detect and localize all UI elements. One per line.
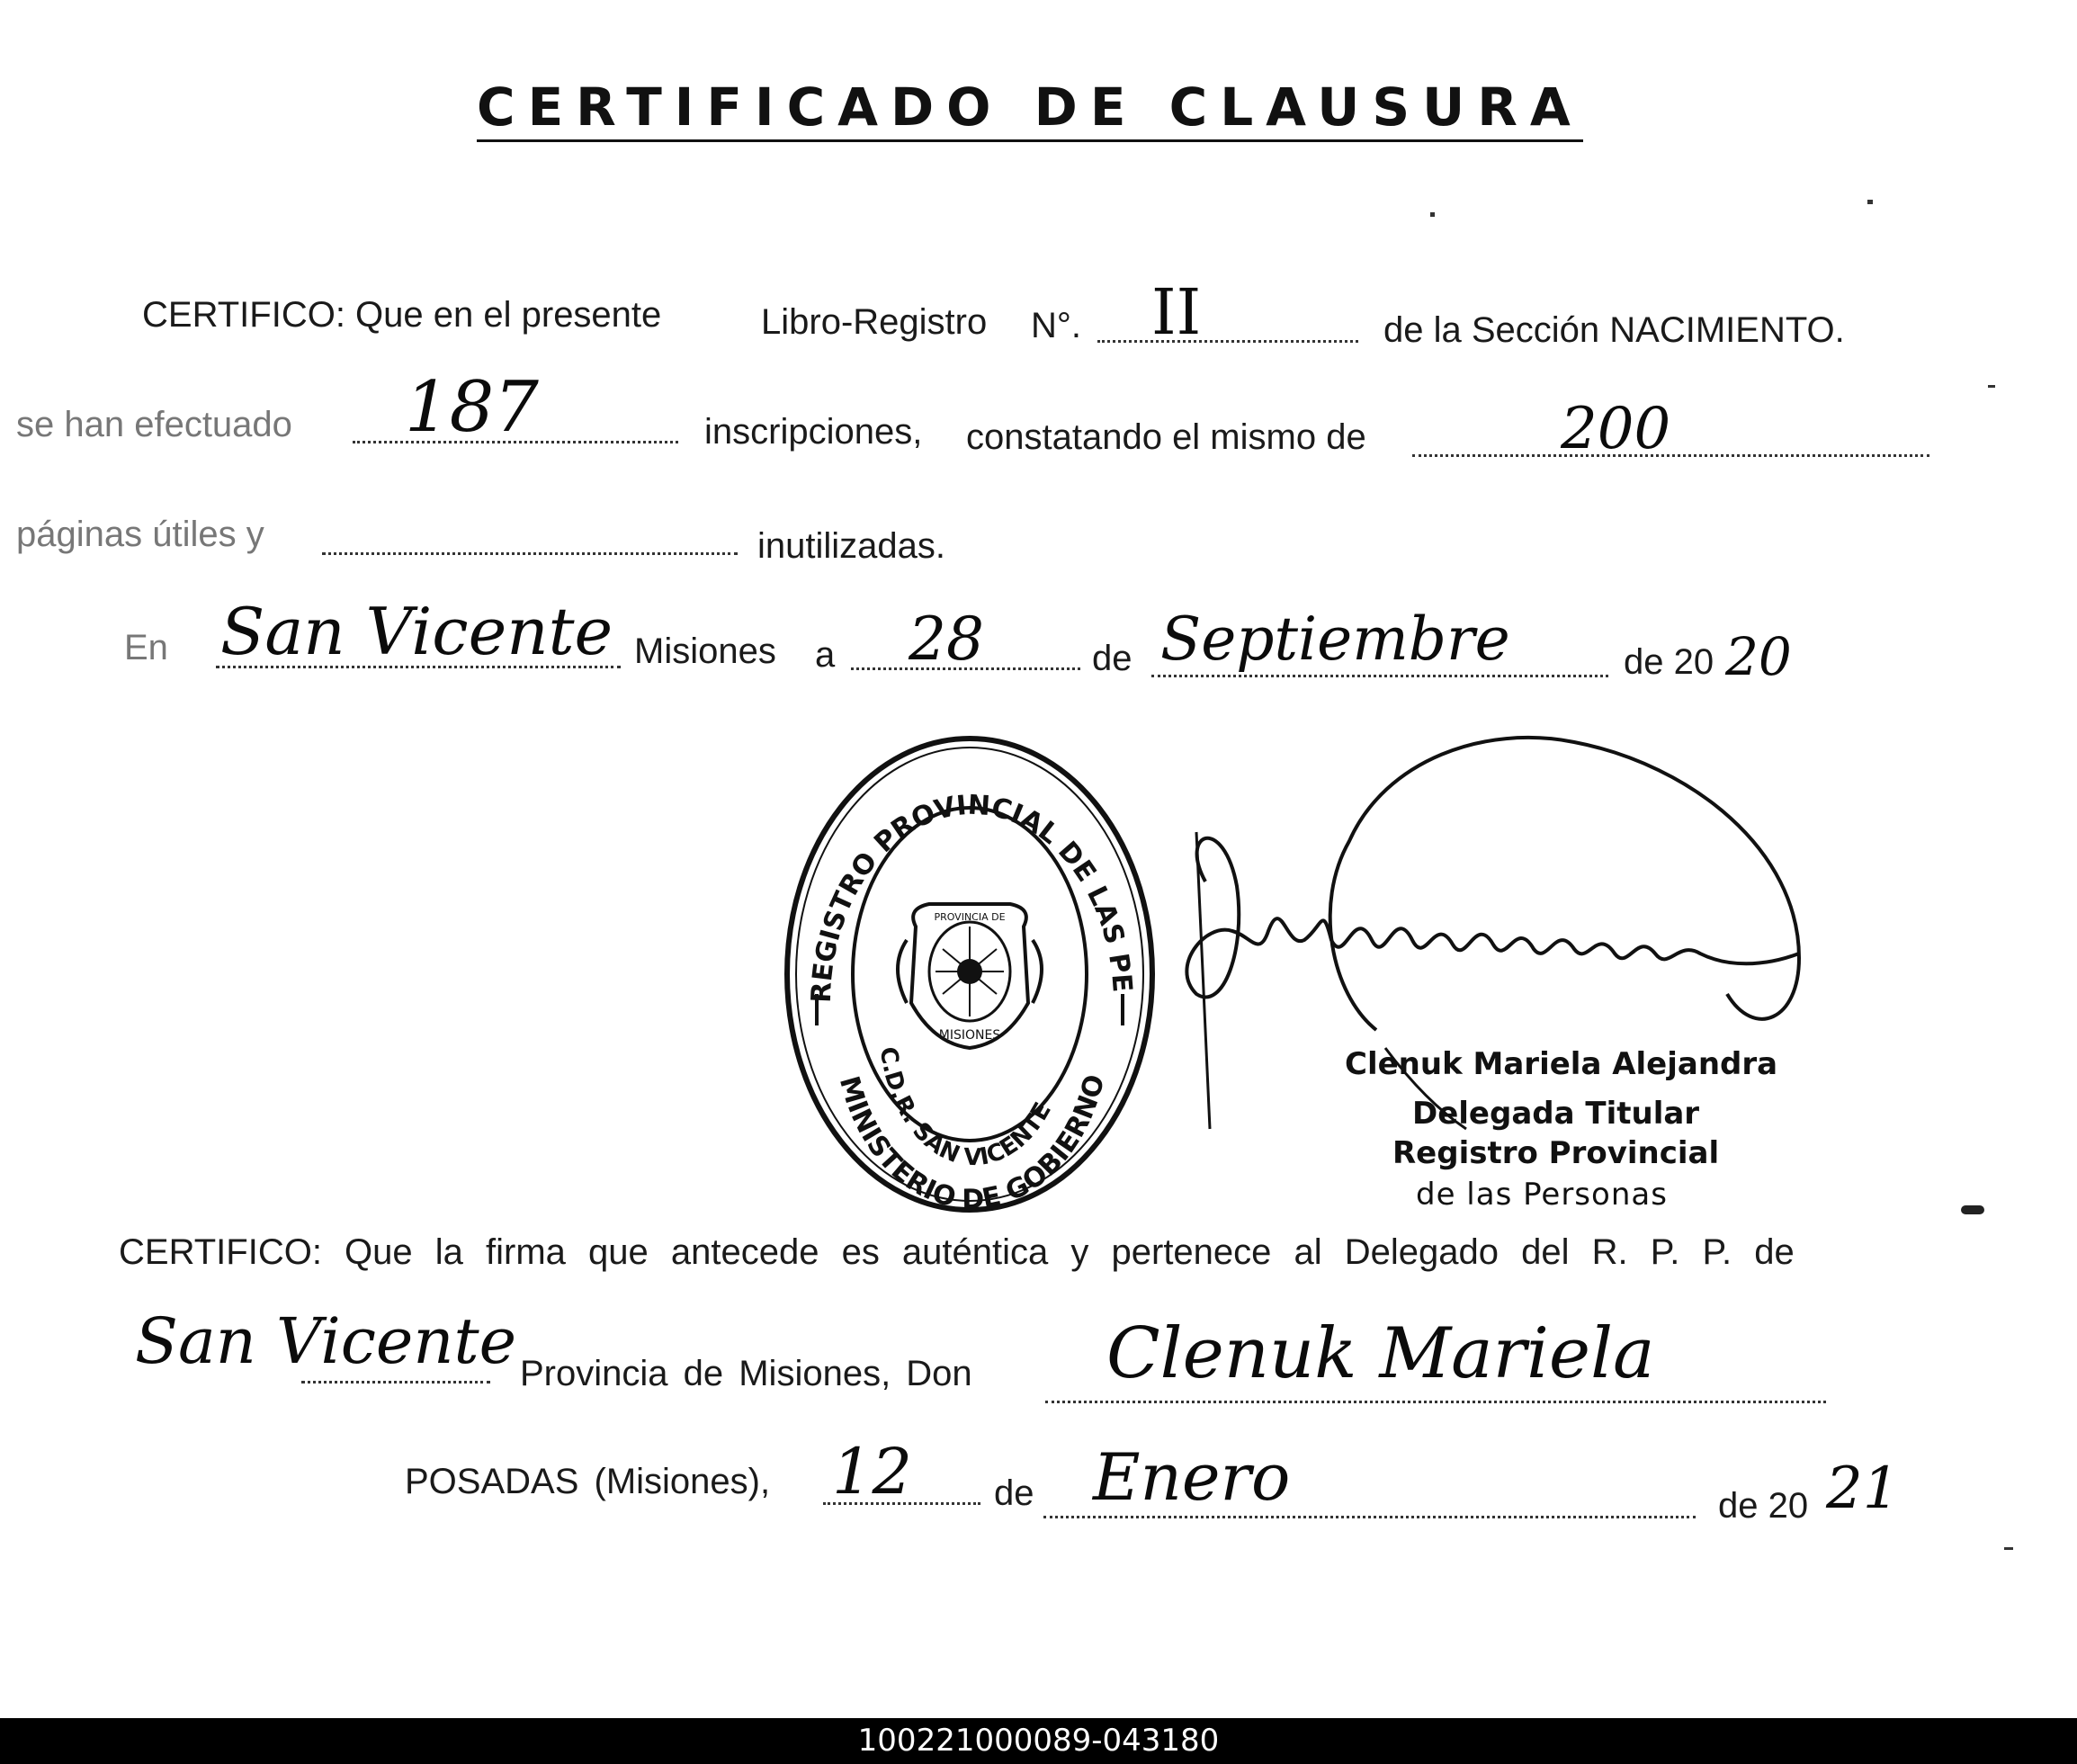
stamp-outer-bottom-text: MINISTERIO DE GOBIERNO bbox=[832, 1071, 1112, 1214]
efectuado-label: se han efectuado bbox=[16, 405, 292, 444]
cert2-de-label: de bbox=[994, 1473, 1034, 1513]
cert2-dia-value: 12 bbox=[832, 1435, 913, 1509]
anio-prefix-1: de 20 bbox=[1624, 642, 1714, 682]
provincia-text: Misiones bbox=[634, 631, 776, 671]
libro-label: Libro-Registro bbox=[761, 302, 988, 342]
lugar-value: San Vicente bbox=[220, 594, 613, 669]
cert2-lugar-line bbox=[301, 1381, 490, 1383]
stamp-inner-bottom-text: C.D.R. SAN VICENTE bbox=[873, 1044, 1057, 1172]
scan-speck bbox=[1961, 1205, 1984, 1214]
cert2-mes-line bbox=[1043, 1516, 1696, 1518]
cert2-lugar-value: San Vicente bbox=[135, 1304, 516, 1378]
constatando-text: constatando el mismo de bbox=[966, 417, 1366, 457]
inutilizadas-line bbox=[322, 552, 738, 555]
stamp-outer-top-text: REGISTRO PROVINCIAL DE LAS PE bbox=[805, 789, 1138, 1004]
de-label-1: de bbox=[1092, 639, 1133, 678]
signatory-org-2: de las Personas bbox=[1416, 1177, 1668, 1213]
en-label: En bbox=[124, 628, 168, 667]
cert2-anio-prefix: de 20 bbox=[1718, 1486, 1809, 1526]
document-id-footer: 100221000089-043180 bbox=[0, 1718, 2077, 1764]
inscripciones-value: 187 bbox=[405, 367, 539, 448]
cert2-nombre-line bbox=[1045, 1401, 1826, 1403]
cert1-intro: CERTIFICO: Que en el presente bbox=[142, 295, 662, 335]
cert2-anio-suffix: 21 bbox=[1826, 1455, 1900, 1522]
dia-value: 28 bbox=[909, 604, 984, 674]
libro-numero-value: II bbox=[1151, 275, 1202, 349]
seal-top-text: PROVINCIA DE bbox=[934, 911, 1006, 923]
svg-text:MINISTERIO DE GOBIERNO bbox=[833, 1071, 1112, 1214]
mes-line bbox=[1151, 675, 1608, 677]
anio-suffix-1: 20 bbox=[1725, 626, 1792, 687]
cert2-mes-value: Enero bbox=[1093, 1439, 1291, 1515]
signatory-role: Delegada Titular bbox=[1412, 1096, 1700, 1132]
seal-bottom-text: MISIONES bbox=[938, 1028, 1001, 1043]
libro-numero-line bbox=[1097, 340, 1358, 343]
scan-speck bbox=[2004, 1547, 2013, 1550]
stamp-graphic bbox=[781, 733, 1159, 1214]
cert2-provincia-text: Provincia de Misiones, Don bbox=[520, 1354, 972, 1393]
mes-value: Septiembre bbox=[1160, 604, 1510, 674]
scan-speck bbox=[1988, 385, 1995, 388]
inscripciones-text: inscripciones, bbox=[704, 412, 923, 452]
signatory-name: Clenuk Mariela Alejandra bbox=[1345, 1046, 1778, 1082]
seccion-text: de la Sección NACIMIENTO. bbox=[1383, 310, 1845, 350]
scan-speck bbox=[1867, 200, 1873, 204]
scan-speck bbox=[1430, 212, 1435, 217]
cert2-intro: CERTIFICO: Que la firma que antecede es auténtica y pertenece al Delegado del R. P. P. de bbox=[119, 1232, 1795, 1272]
inutilizadas-text: inutilizadas. bbox=[757, 526, 946, 566]
cert2-nombre-value: Clenuk Mariela bbox=[1106, 1313, 1655, 1394]
paginas-value: 200 bbox=[1561, 396, 1671, 462]
posadas-label: POSADAS (Misiones), bbox=[405, 1462, 771, 1501]
paginas-line bbox=[1412, 454, 1929, 457]
signatory-org-1: Registro Provincial bbox=[1392, 1135, 1720, 1171]
numero-label: N°. bbox=[1031, 306, 1081, 345]
paginas-label: páginas útiles y bbox=[16, 515, 264, 554]
official-stamp bbox=[781, 733, 1159, 1214]
coat-of-arms-icon bbox=[898, 904, 1042, 1048]
a-label: a bbox=[815, 635, 836, 675]
document-title: CERTIFICADO DE CLAUSURA bbox=[477, 76, 1583, 142]
